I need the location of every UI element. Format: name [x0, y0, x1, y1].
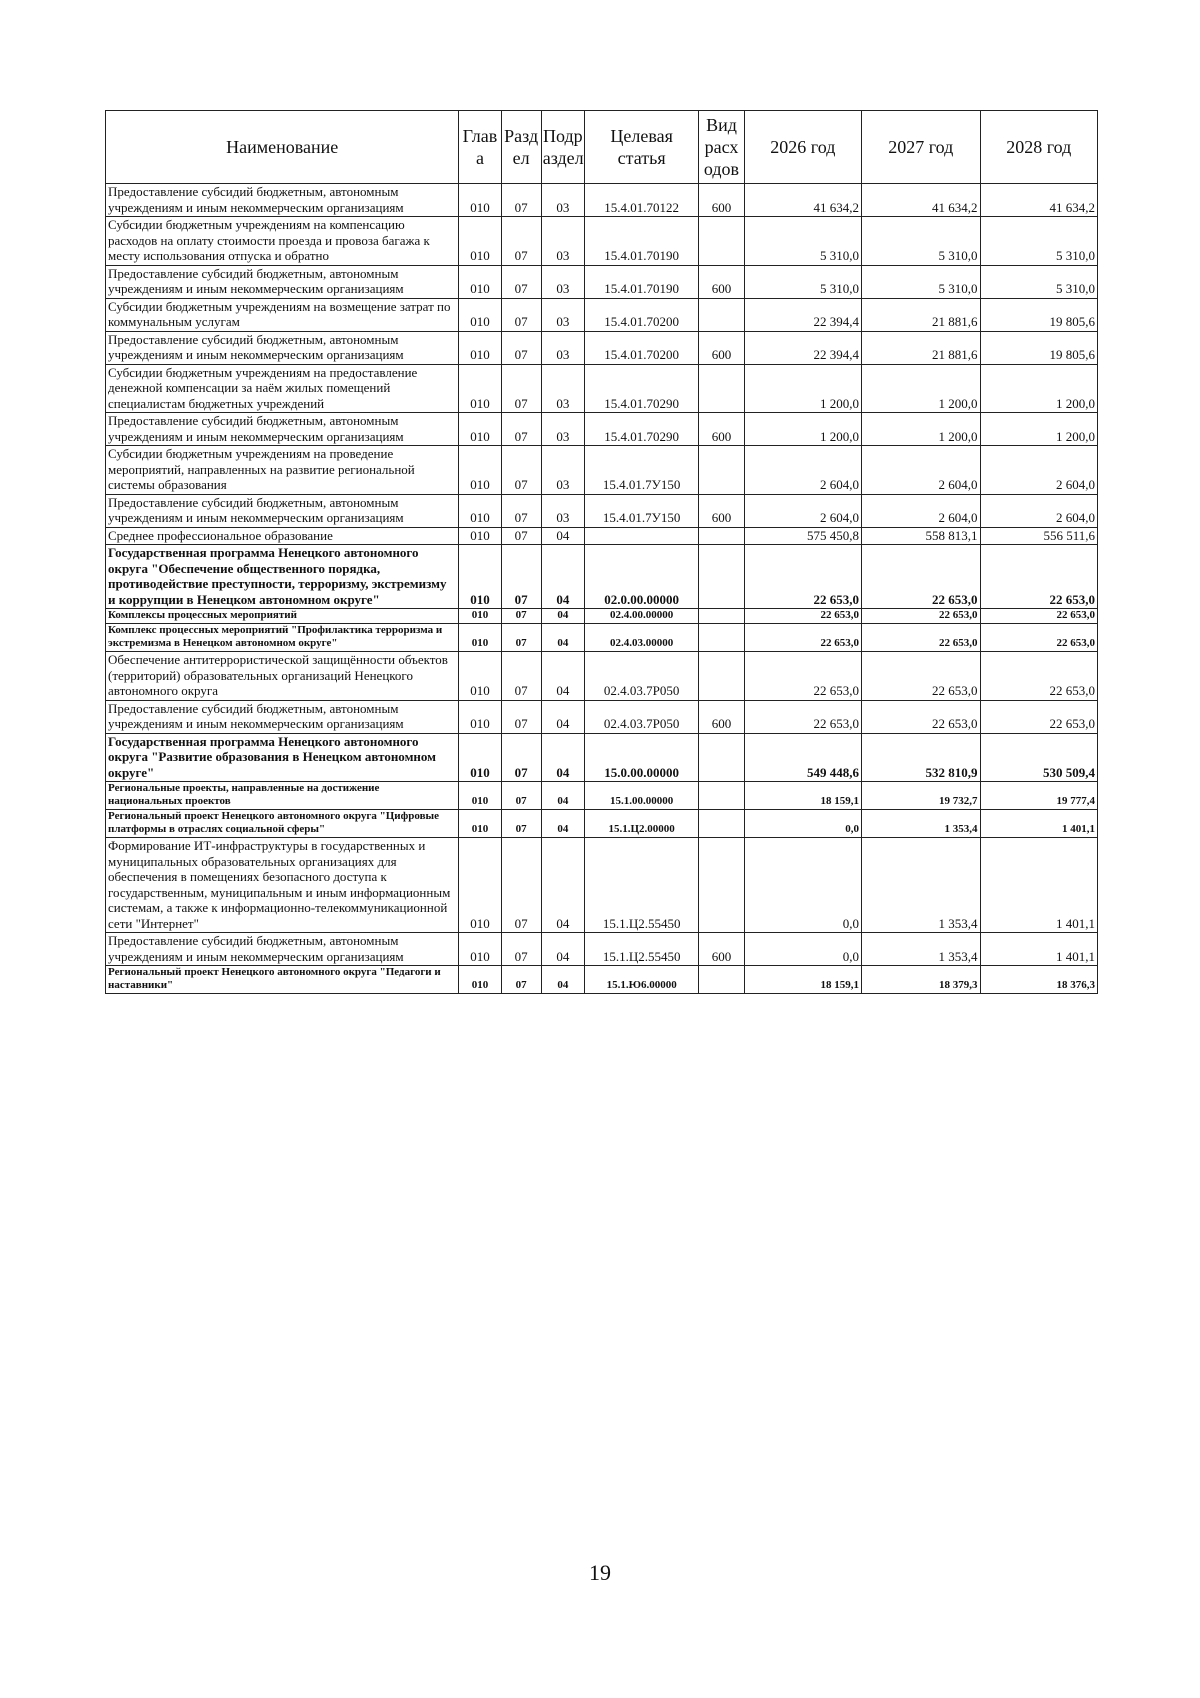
header-glava: Глав а	[459, 111, 501, 184]
cell-podrazdel: 03	[541, 364, 584, 413]
cell-expense-type: 600	[699, 933, 744, 966]
cell-year-2026: 22 394,4	[744, 298, 861, 331]
cell-glava: 010	[459, 527, 501, 545]
cell-razdel: 07	[501, 700, 541, 733]
cell-year-2028: 22 653,0	[980, 545, 1098, 609]
cell-year-2026: 22 653,0	[744, 700, 861, 733]
cell-year-2027: 5 310,0	[862, 217, 980, 266]
table-row	[106, 782, 1098, 810]
cell-glava: 010	[459, 810, 501, 838]
cell-expense-type	[699, 545, 744, 609]
table-body	[106, 184, 1098, 994]
cell-expense-type	[699, 733, 744, 782]
cell-razdel: 07	[501, 494, 541, 527]
cell-glava: 010	[459, 545, 501, 609]
cell-glava: 010	[459, 184, 501, 217]
cell-year-2028: 18 376,3	[980, 966, 1098, 994]
cell-glava: 010	[459, 933, 501, 966]
cell-podrazdel: 04	[541, 652, 584, 701]
page-number: 19	[589, 1560, 611, 1585]
cell-expense-type	[699, 624, 744, 652]
cell-podrazdel: 04	[541, 933, 584, 966]
cell-name: Обеспечение антитеррористической защищённости объектов (территорий) образовательных организаций Ненецкого автономного округа	[106, 652, 459, 701]
cell-name: Субсидии бюджетным учреждениям на компенсацию расходов на оплату стоимости проезда и провоза багажа к месту использования отпуска и обратно	[106, 217, 459, 266]
cell-expense-type	[699, 782, 744, 810]
cell-year-2027: 5 310,0	[862, 265, 980, 298]
cell-year-2026: 0,0	[744, 810, 861, 838]
cell-expense-type	[699, 364, 744, 413]
cell-razdel: 07	[501, 624, 541, 652]
cell-razdel: 07	[501, 364, 541, 413]
table-row	[106, 545, 1098, 609]
cell-name: Государственная программа Ненецкого автономного округа "Развитие образования в Ненецком автономном округе"	[106, 733, 459, 782]
cell-target-article: 15.1.Ц2.55450	[584, 933, 698, 966]
cell-glava: 010	[459, 494, 501, 527]
cell-expense-type	[699, 810, 744, 838]
cell-name: Региональные проекты, направленные на достижение национальных проектов	[106, 782, 459, 810]
cell-glava: 010	[459, 609, 501, 624]
cell-name: Формирование ИТ-инфраструктуры в государственных и муниципальных образовательных организациях для обеспечения в помещениях безопасного доступа к государственным, муниципальным и иным информационным системам, а также к информационно-телекоммуникационной сети "Интернет"	[106, 838, 459, 933]
cell-name: Региональный проект Ненецкого автономного округа "Педагоги и наставники"	[106, 966, 459, 994]
table-row	[106, 527, 1098, 545]
cell-year-2028: 1 200,0	[980, 413, 1098, 446]
cell-glava: 010	[459, 265, 501, 298]
cell-target-article: 15.4.01.70190	[584, 217, 698, 266]
cell-year-2028: 5 310,0	[980, 217, 1098, 266]
cell-name: Предоставление субсидий бюджетным, автономным учреждениям и иным некоммерческим организациям	[106, 265, 459, 298]
cell-target-article: 15.4.01.7У150	[584, 494, 698, 527]
cell-target-article: 15.4.01.70200	[584, 298, 698, 331]
table-row	[106, 624, 1098, 652]
cell-expense-type: 600	[699, 184, 744, 217]
cell-target-article: 15.4.01.70290	[584, 364, 698, 413]
cell-year-2027: 22 653,0	[862, 609, 980, 624]
cell-target-article: 15.4.01.70190	[584, 265, 698, 298]
cell-target-article: 02.4.03.00000	[584, 624, 698, 652]
cell-glava: 010	[459, 446, 501, 495]
cell-name: Предоставление субсидий бюджетным, автономным учреждениям и иным некоммерческим организациям	[106, 700, 459, 733]
header-podrazdel: Подр аздел	[541, 111, 584, 184]
cell-year-2026: 0,0	[744, 838, 861, 933]
cell-year-2027: 41 634,2	[862, 184, 980, 217]
cell-razdel: 07	[501, 217, 541, 266]
cell-target-article: 15.4.01.70122	[584, 184, 698, 217]
header-expense-type: Вид расх одов	[699, 111, 744, 184]
cell-razdel: 07	[501, 298, 541, 331]
cell-year-2027: 2 604,0	[862, 494, 980, 527]
cell-razdel: 07	[501, 652, 541, 701]
cell-year-2027: 22 653,0	[862, 545, 980, 609]
cell-name: Предоставление субсидий бюджетным, автономным учреждениям и иным некоммерческим организациям	[106, 413, 459, 446]
cell-year-2027: 558 813,1	[862, 527, 980, 545]
cell-podrazdel: 04	[541, 733, 584, 782]
cell-name: Субсидии бюджетным учреждениям на проведение мероприятий, направленных на развитие региональной системы образования	[106, 446, 459, 495]
cell-razdel: 07	[501, 810, 541, 838]
table-row	[106, 446, 1098, 495]
cell-glava: 010	[459, 624, 501, 652]
header-year-2027: 2027 год	[862, 111, 980, 184]
table-row	[106, 838, 1098, 933]
cell-year-2027: 21 881,6	[862, 298, 980, 331]
cell-glava: 010	[459, 966, 501, 994]
cell-year-2028: 19 805,6	[980, 331, 1098, 364]
header-year-2028: 2028 год	[980, 111, 1098, 184]
cell-razdel: 07	[501, 184, 541, 217]
cell-podrazdel: 04	[541, 527, 584, 545]
cell-expense-type: 600	[699, 700, 744, 733]
cell-expense-type	[699, 966, 744, 994]
header-razdel: Разд ел	[501, 111, 541, 184]
cell-podrazdel: 03	[541, 298, 584, 331]
cell-target-article: 02.0.00.00000	[584, 545, 698, 609]
cell-year-2026: 41 634,2	[744, 184, 861, 217]
cell-year-2026: 575 450,8	[744, 527, 861, 545]
cell-year-2026: 22 653,0	[744, 609, 861, 624]
cell-razdel: 07	[501, 782, 541, 810]
cell-name: Субсидии бюджетным учреждениям на возмещение затрат по коммунальным услугам	[106, 298, 459, 331]
cell-razdel: 07	[501, 527, 541, 545]
cell-year-2028: 1 401,1	[980, 933, 1098, 966]
header-name: Наименование	[106, 111, 459, 184]
cell-podrazdel: 03	[541, 331, 584, 364]
cell-year-2026: 549 448,6	[744, 733, 861, 782]
cell-name: Комплексы процессных мероприятий	[106, 609, 459, 624]
table-row	[106, 966, 1098, 994]
budget-table	[105, 110, 1098, 994]
cell-razdel: 07	[501, 609, 541, 624]
cell-year-2026: 22 653,0	[744, 624, 861, 652]
cell-expense-type: 600	[699, 494, 744, 527]
cell-glava: 010	[459, 733, 501, 782]
cell-year-2026: 2 604,0	[744, 446, 861, 495]
cell-name: Государственная программа Ненецкого автономного округа "Обеспечение общественного порядка, противодействие преступности, терроризму, экстремизму и коррупции в Ненецком автономном округе"	[106, 545, 459, 609]
cell-year-2028: 22 653,0	[980, 700, 1098, 733]
cell-target-article: 15.4.01.70290	[584, 413, 698, 446]
cell-expense-type	[699, 298, 744, 331]
cell-year-2026: 18 159,1	[744, 782, 861, 810]
cell-year-2026: 5 310,0	[744, 265, 861, 298]
cell-year-2028: 22 653,0	[980, 624, 1098, 652]
cell-glava: 010	[459, 364, 501, 413]
cell-year-2028: 556 511,6	[980, 527, 1098, 545]
cell-year-2028: 1 401,1	[980, 838, 1098, 933]
cell-target-article: 15.1.Ц2.00000	[584, 810, 698, 838]
cell-year-2026: 18 159,1	[744, 966, 861, 994]
cell-year-2026: 2 604,0	[744, 494, 861, 527]
cell-podrazdel: 03	[541, 217, 584, 266]
cell-year-2027: 22 653,0	[862, 624, 980, 652]
cell-razdel: 07	[501, 265, 541, 298]
cell-razdel: 07	[501, 733, 541, 782]
cell-year-2026: 0,0	[744, 933, 861, 966]
cell-year-2027: 1 200,0	[862, 413, 980, 446]
cell-year-2027: 19 732,7	[862, 782, 980, 810]
cell-year-2028: 1 200,0	[980, 364, 1098, 413]
cell-target-article: 02.4.00.00000	[584, 609, 698, 624]
cell-name: Среднее профессиональное образование	[106, 527, 459, 545]
cell-year-2027: 22 653,0	[862, 700, 980, 733]
cell-year-2026: 22 653,0	[744, 545, 861, 609]
cell-expense-type	[699, 838, 744, 933]
cell-target-article: 15.1.Ю6.00000	[584, 966, 698, 994]
cell-podrazdel: 03	[541, 413, 584, 446]
cell-podrazdel: 03	[541, 446, 584, 495]
cell-year-2028: 22 653,0	[980, 609, 1098, 624]
cell-year-2028: 2 604,0	[980, 494, 1098, 527]
cell-year-2027: 18 379,3	[862, 966, 980, 994]
table-row	[106, 265, 1098, 298]
cell-year-2027: 21 881,6	[862, 331, 980, 364]
cell-year-2028: 41 634,2	[980, 184, 1098, 217]
cell-year-2028: 2 604,0	[980, 446, 1098, 495]
cell-razdel: 07	[501, 966, 541, 994]
cell-name: Комплекс процессных мероприятий "Профилактика терроризма и экстремизма в Ненецком автономном округе"	[106, 624, 459, 652]
cell-target-article: 15.0.00.00000	[584, 733, 698, 782]
cell-year-2027: 1 353,4	[862, 838, 980, 933]
cell-podrazdel: 04	[541, 545, 584, 609]
cell-expense-type	[699, 217, 744, 266]
cell-year-2026: 5 310,0	[744, 217, 861, 266]
cell-expense-type: 600	[699, 331, 744, 364]
cell-target-article: 15.4.01.70200	[584, 331, 698, 364]
cell-target-article	[584, 527, 698, 545]
table-row	[106, 652, 1098, 701]
cell-podrazdel: 03	[541, 265, 584, 298]
cell-target-article: 02.4.03.7Р050	[584, 700, 698, 733]
cell-podrazdel: 04	[541, 782, 584, 810]
cell-year-2027: 1 353,4	[862, 933, 980, 966]
table-row	[106, 700, 1098, 733]
cell-podrazdel: 04	[541, 700, 584, 733]
cell-year-2028: 22 653,0	[980, 652, 1098, 701]
cell-expense-type	[699, 652, 744, 701]
cell-name: Субсидии бюджетным учреждениям на предоставление денежной компенсации за наём жилых помещений специалистам бюджетных учреждений	[106, 364, 459, 413]
cell-razdel: 07	[501, 838, 541, 933]
cell-year-2027: 2 604,0	[862, 446, 980, 495]
cell-year-2027: 22 653,0	[862, 652, 980, 701]
cell-expense-type	[699, 446, 744, 495]
cell-razdel: 07	[501, 331, 541, 364]
cell-year-2027: 1 200,0	[862, 364, 980, 413]
header-year-2026: 2026 год	[744, 111, 861, 184]
cell-year-2026: 22 653,0	[744, 652, 861, 701]
header-target-article: Целевая статья	[584, 111, 698, 184]
cell-glava: 010	[459, 217, 501, 266]
table-row	[106, 494, 1098, 527]
table-row	[106, 413, 1098, 446]
cell-year-2026: 1 200,0	[744, 364, 861, 413]
cell-podrazdel: 04	[541, 810, 584, 838]
cell-podrazdel: 03	[541, 494, 584, 527]
cell-glava: 010	[459, 782, 501, 810]
cell-razdel: 07	[501, 933, 541, 966]
cell-name: Предоставление субсидий бюджетным, автономным учреждениям и иным некоммерческим организациям	[106, 184, 459, 217]
table-row	[106, 609, 1098, 624]
cell-year-2028: 1 401,1	[980, 810, 1098, 838]
cell-glava: 010	[459, 298, 501, 331]
table-row	[106, 364, 1098, 413]
cell-expense-type: 600	[699, 265, 744, 298]
table-row	[106, 217, 1098, 266]
cell-podrazdel: 04	[541, 838, 584, 933]
cell-glava: 010	[459, 331, 501, 364]
cell-year-2026: 1 200,0	[744, 413, 861, 446]
cell-year-2027: 1 353,4	[862, 810, 980, 838]
cell-razdel: 07	[501, 545, 541, 609]
table-row	[106, 810, 1098, 838]
cell-year-2028: 530 509,4	[980, 733, 1098, 782]
cell-year-2028: 5 310,0	[980, 265, 1098, 298]
cell-expense-type	[699, 609, 744, 624]
table-header-row	[106, 111, 1098, 184]
cell-year-2028: 19 805,6	[980, 298, 1098, 331]
cell-podrazdel: 04	[541, 609, 584, 624]
cell-target-article: 15.1.00.00000	[584, 782, 698, 810]
cell-razdel: 07	[501, 413, 541, 446]
table-row	[106, 298, 1098, 331]
cell-name: Предоставление субсидий бюджетным, автономным учреждениям и иным некоммерческим организациям	[106, 331, 459, 364]
cell-year-2028: 19 777,4	[980, 782, 1098, 810]
cell-glava: 010	[459, 652, 501, 701]
cell-expense-type	[699, 527, 744, 545]
cell-expense-type: 600	[699, 413, 744, 446]
cell-year-2027: 532 810,9	[862, 733, 980, 782]
cell-year-2026: 22 394,4	[744, 331, 861, 364]
cell-razdel: 07	[501, 446, 541, 495]
cell-name: Предоставление субсидий бюджетным, автономным учреждениям и иным некоммерческим организациям	[106, 933, 459, 966]
cell-podrazdel: 04	[541, 966, 584, 994]
table-row	[106, 184, 1098, 217]
table-row	[106, 933, 1098, 966]
cell-target-article: 15.1.Ц2.55450	[584, 838, 698, 933]
table-row	[106, 733, 1098, 782]
cell-target-article: 15.4.01.7У150	[584, 446, 698, 495]
cell-podrazdel: 04	[541, 624, 584, 652]
cell-glava: 010	[459, 838, 501, 933]
cell-name: Региональный проект Ненецкого автономного округа "Цифровые платформы в отраслях социальной сферы"	[106, 810, 459, 838]
table-row	[106, 331, 1098, 364]
cell-target-article: 02.4.03.7Р050	[584, 652, 698, 701]
cell-glava: 010	[459, 413, 501, 446]
cell-glava: 010	[459, 700, 501, 733]
cell-name: Предоставление субсидий бюджетным, автономным учреждениям и иным некоммерческим организациям	[106, 494, 459, 527]
cell-podrazdel: 03	[541, 184, 584, 217]
